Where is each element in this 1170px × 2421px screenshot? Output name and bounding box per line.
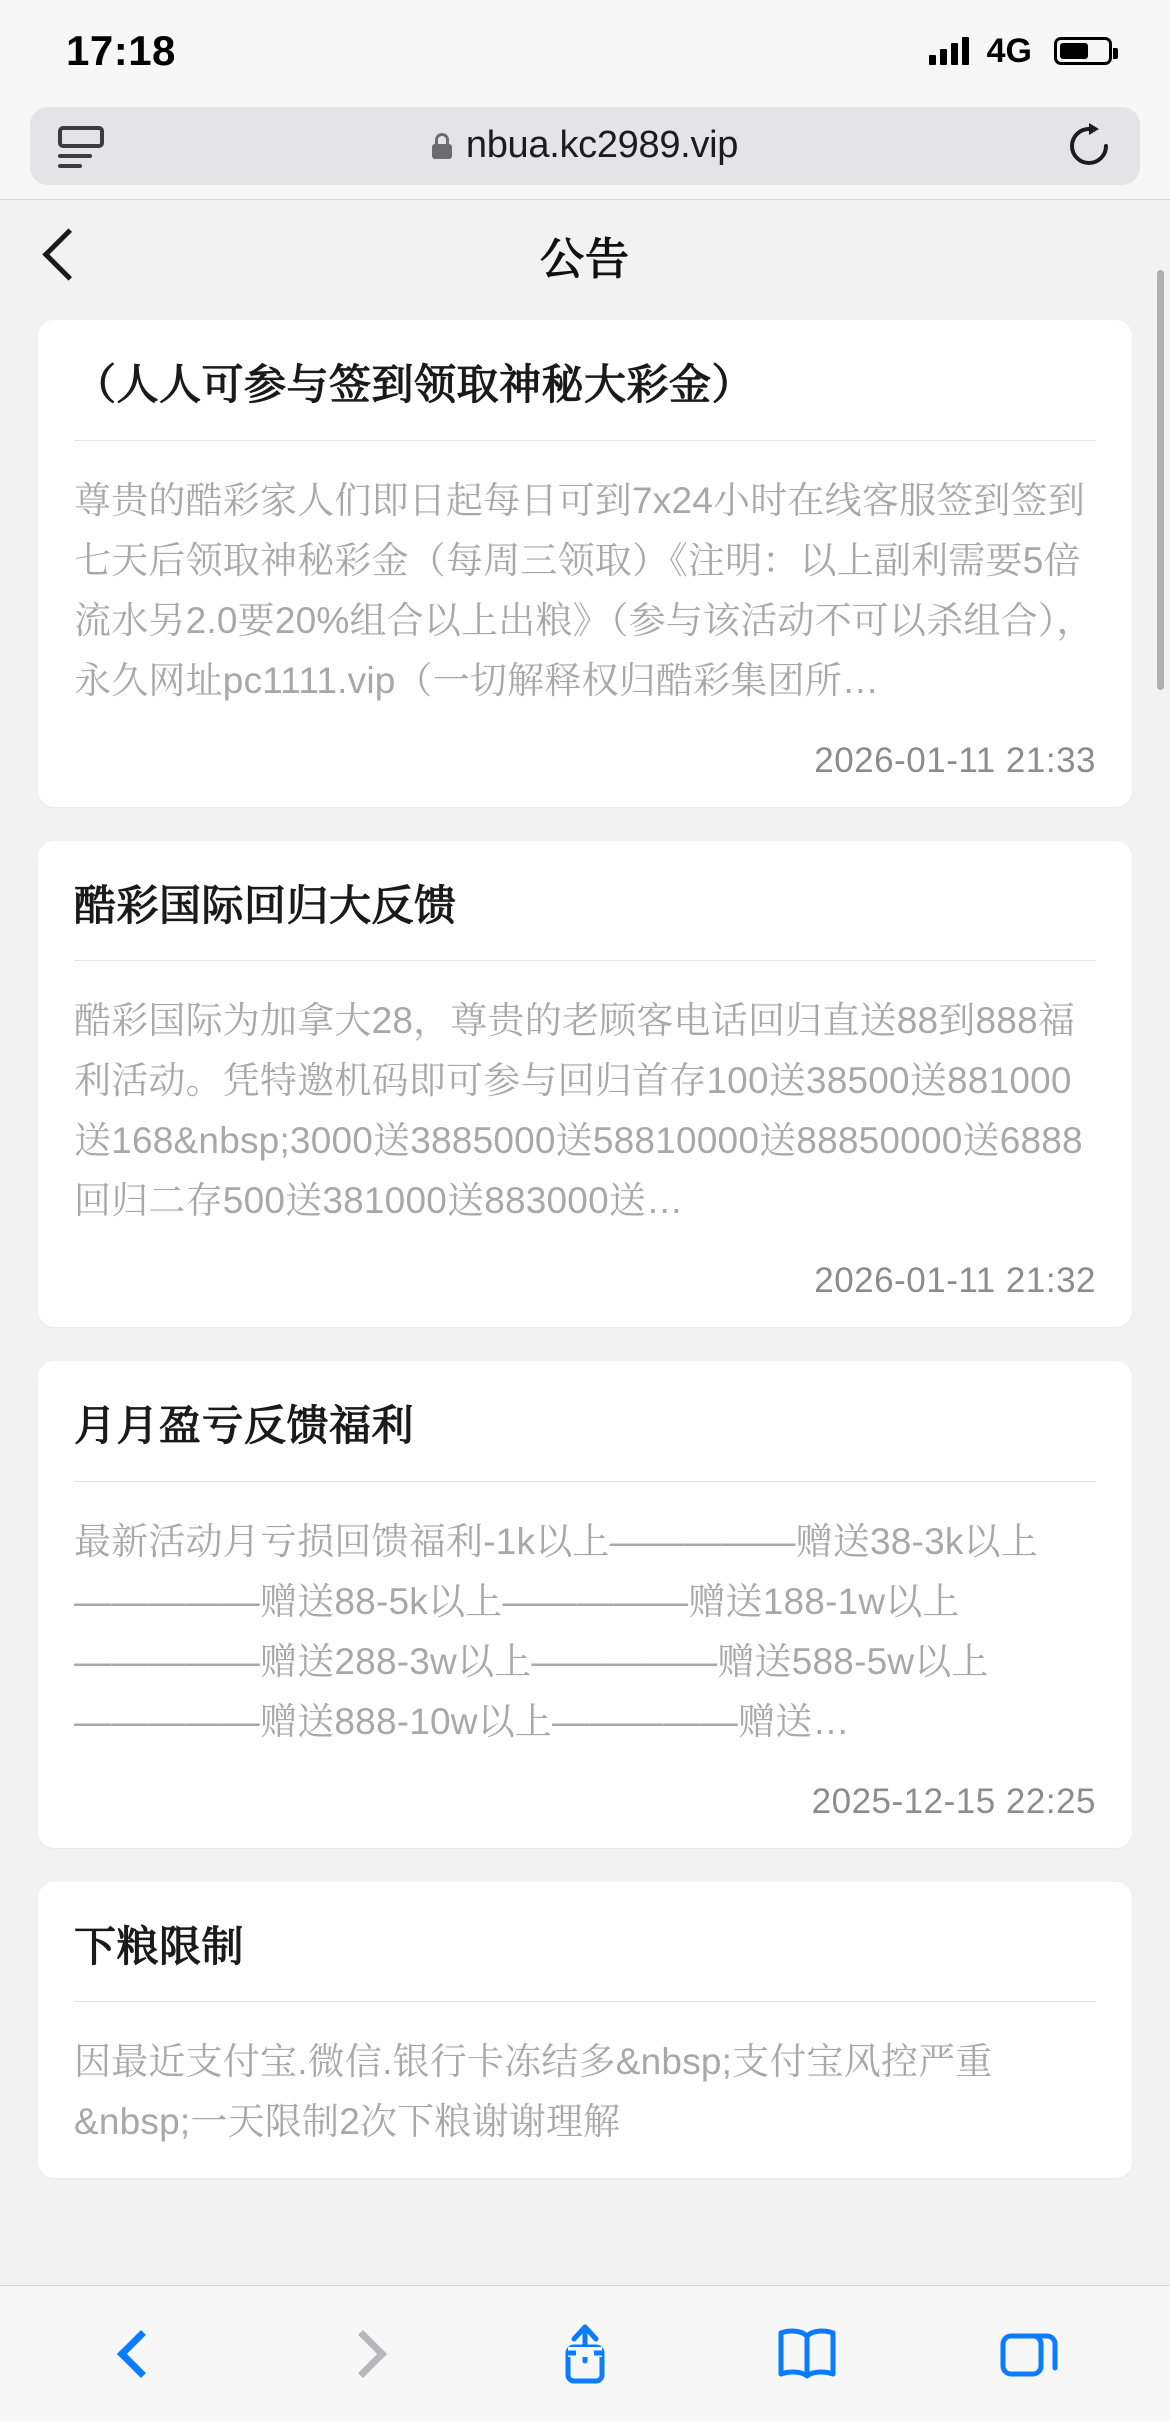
- share-button[interactable]: [540, 2309, 630, 2399]
- forward-button[interactable]: [318, 2309, 408, 2399]
- address-bar[interactable]: [30, 107, 1140, 185]
- chevron-left-icon: [117, 2329, 165, 2377]
- divider: [74, 1481, 1096, 1482]
- network-type-label: 4G: [986, 31, 1032, 70]
- reload-icon[interactable]: [1066, 123, 1112, 169]
- battery-icon: [1054, 37, 1112, 65]
- divider: [74, 440, 1096, 441]
- announcement-body: 尊贵的酷彩家人们即日起每日可到7x24小时在线客服签到签到七天后领取神秘彩金（每周三领取）《注明：以上副利需要5倍流水另2.0要20%组合以上出粮》（参与该活动不可以杀组合），永久网址pc1111.vip（一切解释权归酷彩集团所…: [74, 479, 1094, 701]
- chevron-right-icon: [339, 2329, 387, 2377]
- divider: [74, 2001, 1096, 2002]
- announcement-time: 2026-01-11 21:32: [814, 1261, 1096, 1300]
- browser-toolbar: [0, 92, 1170, 200]
- lock-icon: [432, 133, 452, 159]
- announcement-title: 酷彩国际回归大反馈: [74, 881, 457, 929]
- back-button[interactable]: [96, 2309, 186, 2399]
- announcement-body: 酷彩国际为加拿大28，尊贵的老顾客电话回归直送88到888福利活动。凭特邀机码即可参与回归首存100送38500送881000送168&nbsp;3000送3885000送58810000送88850000送6888回归二存500送381000送883000送…: [74, 1000, 1083, 1222]
- announcement-body: 最新活动月亏损回馈福利-1k以上—————赠送38-3k以上—————赠送88-5k以上—————赠送188-1w以上—————赠送288-3w以上—————赠送588-5w以上—————赠送888-10w以上—————赠送…: [74, 1520, 1038, 1742]
- url-text: nbua.kc2989.vip: [465, 124, 739, 166]
- signal-bars-icon: [929, 37, 969, 65]
- web-page-content: [0, 200, 1170, 2285]
- tabs-icon: [999, 2324, 1059, 2384]
- book-icon: [775, 2326, 839, 2382]
- list-item[interactable]: [38, 841, 1132, 1328]
- announcement-list: [0, 310, 1170, 2178]
- tabs-button[interactable]: [984, 2309, 1074, 2399]
- announcement-body: 因最近支付宝.微信.银行卡冻结多&nbsp;支付宝风控严重&nbsp;一天限制2次下粮谢谢理解: [74, 2041, 993, 2143]
- announcement-title: （人人可参与签到领取神秘大彩金）: [74, 361, 755, 408]
- list-item[interactable]: [38, 1361, 1132, 1848]
- announcement-time: 2025-12-15 22:25: [811, 1781, 1096, 1821]
- share-icon: [557, 2321, 613, 2387]
- status-indicators: [929, 22, 1112, 71]
- list-item[interactable]: [38, 1882, 1132, 2179]
- announcement-title: 下粮限制: [74, 1922, 245, 1970]
- bookmarks-button[interactable]: [762, 2309, 852, 2399]
- page-header: [0, 200, 1170, 310]
- list-item[interactable]: [38, 320, 1132, 807]
- announcement-title: 月月盈亏反馈福利: [74, 1402, 415, 1449]
- scrollbar[interactable]: [1157, 270, 1164, 690]
- announcement-time: 2026-01-11 21:33: [814, 740, 1096, 780]
- status-bar: [0, 0, 1170, 92]
- divider: [74, 960, 1096, 961]
- back-chevron-icon[interactable]: [44, 228, 78, 284]
- status-time: 17:18: [66, 27, 176, 74]
- browser-bottom-toolbar: [0, 2285, 1170, 2421]
- page-title: 公告: [540, 235, 630, 284]
- reader-view-icon[interactable]: [58, 126, 104, 166]
